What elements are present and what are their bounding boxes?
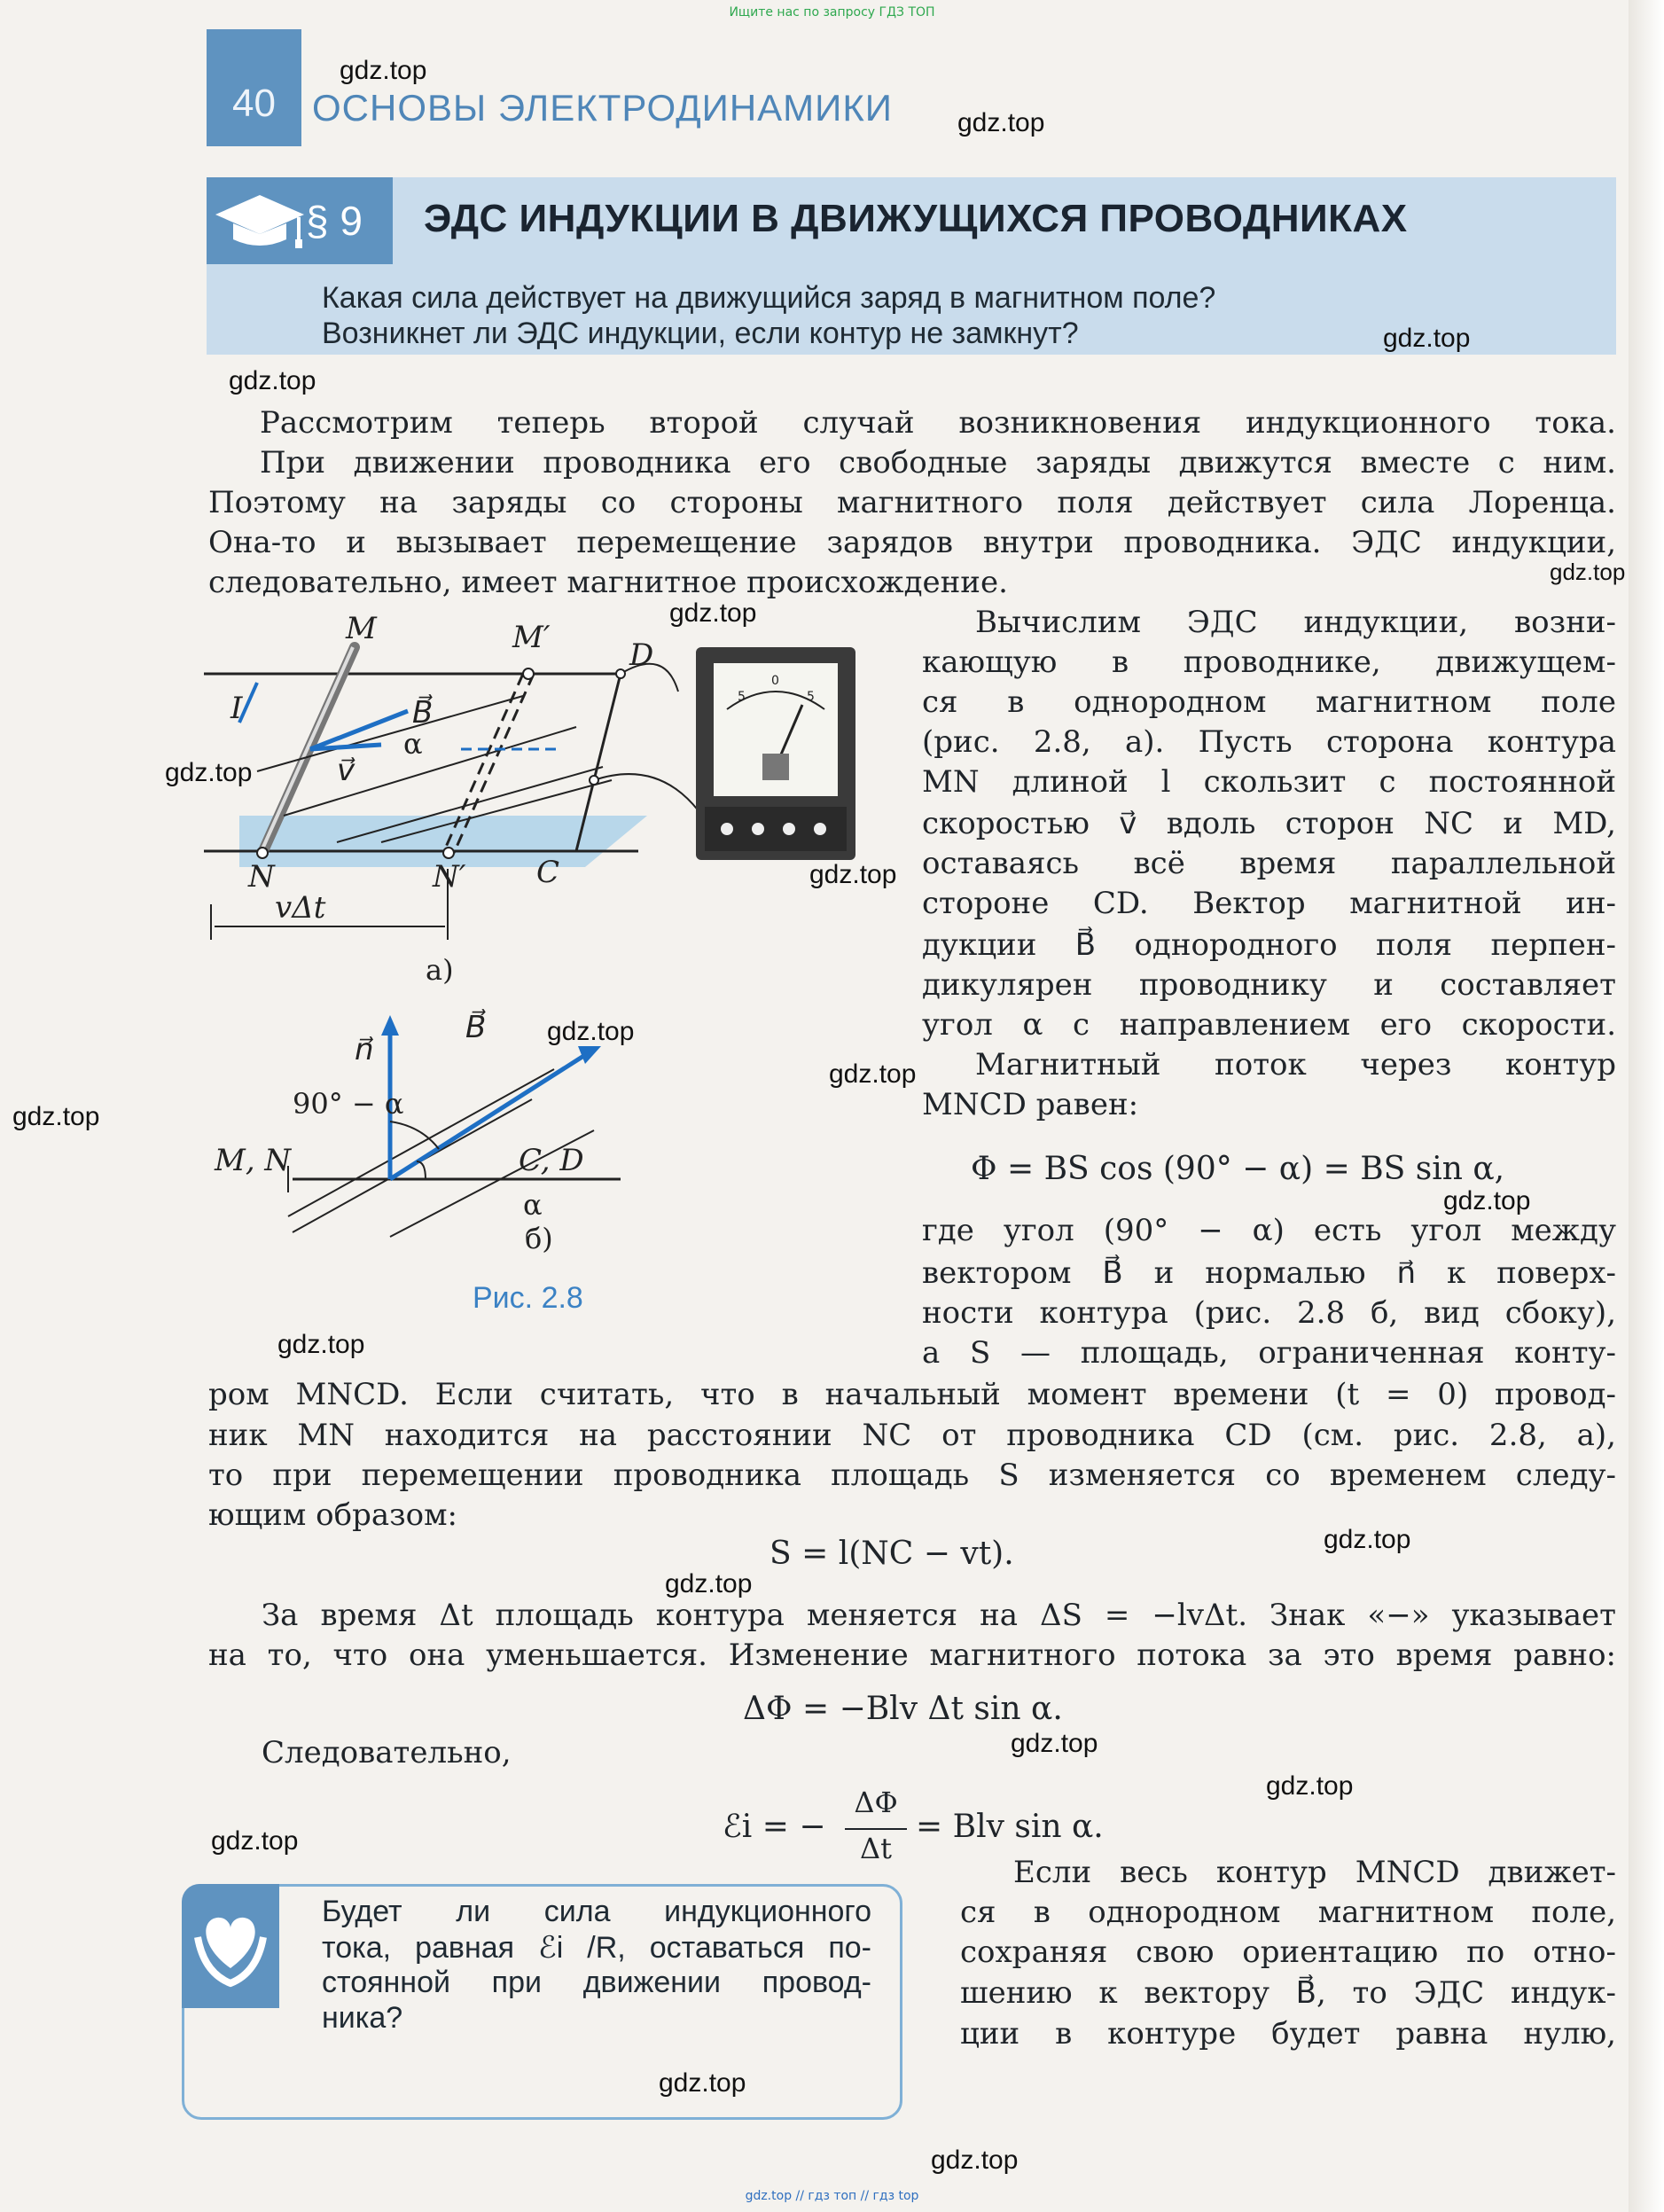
- section-title: ЭДС ИНДУКЦИИ В ДВИЖУЩИХСЯ ПРОВОДНИКАХ: [424, 197, 1408, 240]
- watermark: gdz.top: [277, 1330, 365, 1359]
- text-line: ющим образом:: [208, 1497, 458, 1533]
- question-line: ника?: [322, 2001, 403, 2035]
- emf-denominator: Δt: [860, 1832, 892, 1865]
- label-alpha: α: [403, 727, 423, 761]
- watermark: gdz.top: [340, 56, 427, 85]
- text-line: При движении проводника его свободные заряды движутся вместе с ним.: [260, 445, 1616, 481]
- watermark: gdz.top: [669, 598, 757, 628]
- text-line: ся в однородном магнитном поле,: [960, 1895, 1616, 1930]
- question-line: Будет ли сила индукционного: [322, 1895, 871, 1928]
- graduation-cap-icon: [207, 177, 313, 264]
- watermark: gdz.top: [1550, 559, 1626, 585]
- text-line: следовательно, имеет магнитное происхождение.: [208, 565, 1008, 600]
- label-c-d: C, D: [519, 1143, 584, 1178]
- watermark: gdz.top: [229, 366, 316, 395]
- label-v-delta-t: vΔt: [275, 890, 326, 926]
- text-line: шению к вектору B⃗, то ЭДС индук-: [960, 1975, 1616, 2011]
- terminal-d: [616, 669, 625, 678]
- section-number: § 9: [306, 198, 363, 244]
- fraction-bar: [845, 1828, 907, 1830]
- formula-area: S = l(NC − vt).: [770, 1536, 1014, 1572]
- figure-2-8: [204, 612, 913, 1321]
- label-m-n: M, N: [215, 1143, 292, 1178]
- watermark: gdz.top: [1011, 1729, 1098, 1758]
- label-d: D: [629, 637, 654, 673]
- running-head: ОСНОВЫ ЭЛЕКТРОДИНАМИКИ: [312, 87, 893, 129]
- text-line: дукции B⃗ однородного поля перпен-: [922, 927, 1616, 963]
- label-i: I: [230, 691, 243, 726]
- text-line: ся в однородном магнитном поле: [922, 684, 1616, 720]
- text-line: Следовательно,: [262, 1735, 512, 1770]
- label-m: M: [346, 612, 377, 646]
- watermark: gdz.top: [547, 1017, 635, 1046]
- text-line: дикулярен проводнику и составляет: [922, 967, 1616, 1003]
- question-box-tab: [182, 1884, 279, 2008]
- text-line: MN длиной l скользит с постоянной: [922, 764, 1616, 800]
- contact-n-prime: [443, 848, 454, 858]
- watermark: gdz.top: [665, 1569, 753, 1598]
- formula-flux-change: ΔΦ = −Blv Δt sin α.: [743, 1691, 1063, 1727]
- gauge-label-right: 5: [807, 690, 815, 704]
- text-line: то при перемещении проводника площадь S изменяется со временем следу-: [208, 1458, 1616, 1493]
- text-line: вектором B⃗ и нормалью n⃗ к поверх-: [922, 1255, 1616, 1291]
- gauge-label-left: 5: [738, 690, 746, 704]
- text-line: ции в контуре будет равна нулю,: [960, 2016, 1616, 2052]
- emf-rhs: = Blv sin α.: [916, 1809, 1104, 1845]
- text-line: где угол (90° − α) есть угол между: [922, 1213, 1616, 1248]
- page-number: 40: [232, 82, 276, 125]
- label-b: B⃗: [412, 695, 434, 731]
- section-question-1: Какая сила действует на движущийся заряд в магнитном поле?: [322, 281, 1216, 315]
- watermark: gdz.top: [829, 1059, 917, 1089]
- text-line: ром MNCD. Если считать, что в начальный момент времени (t = 0) провод-: [208, 1377, 1616, 1412]
- angle-arc-alpha: [417, 1161, 426, 1179]
- watermark: gdz.top: [1383, 324, 1471, 353]
- formula-flux-definition: Φ = BS cos (90° − α) = BS sin α,: [971, 1151, 1505, 1187]
- watermark: gdz.top: [1266, 1771, 1354, 1801]
- angle-arc-90: [390, 1122, 439, 1149]
- heart-hands-icon: [182, 1884, 279, 2008]
- label-alpha-side: α: [523, 1188, 543, 1222]
- text-line: Она-то и вызывает перемещение зарядов внутри проводника. ЭДС индукции,: [208, 525, 1616, 560]
- text-line: Поэтому на заряды со стороны магнитного поля действует сила Лоренца.: [208, 485, 1616, 520]
- emf-numerator: ΔΦ: [854, 1786, 898, 1819]
- contact-m-prime: [523, 668, 534, 679]
- text-line: стороне CD. Вектор магнитной ин-: [922, 886, 1616, 921]
- page-edge: [1629, 0, 1664, 2212]
- question-line: тока, равная ℰi /R, оставаться по-: [322, 1931, 871, 1965]
- label-m-prime: M′: [512, 620, 551, 655]
- watermark: gdz.top: [931, 2146, 1019, 2175]
- text-line: ности контура (рис. 2.8 б, вид сбоку),: [922, 1295, 1616, 1331]
- bottom-note: gdz.top // гдз топ // гдз top: [745, 2189, 919, 2203]
- figure-label-b: б): [525, 1222, 553, 1255]
- text-line: Вычислим ЭДС индукции, возни-: [975, 605, 1616, 640]
- text-line: Магнитный поток через контур: [975, 1047, 1616, 1083]
- watermark: gdz.top: [957, 108, 1045, 137]
- label-b-side: B⃗: [465, 1010, 487, 1045]
- gauge-label-zero: 0: [771, 674, 779, 688]
- watermark: gdz.top: [211, 1826, 299, 1856]
- terminal-c: [590, 776, 598, 785]
- normal-arrowhead: [381, 1015, 399, 1036]
- text-line: (рис. 2.8, а). Пусть сторона контура: [922, 724, 1616, 760]
- figure-caption: Рис. 2.8: [473, 1281, 583, 1315]
- text-line: оставаясь всё время параллельной: [922, 846, 1616, 881]
- label-angle: 90° − α: [293, 1087, 404, 1121]
- text-line: Рассмотрим теперь второй случай возникновения индукционного тока.: [260, 405, 1616, 441]
- emf-lhs: ℰi = −: [723, 1809, 826, 1845]
- label-normal: n⃗: [355, 1032, 374, 1067]
- text-line: а S — площадь, ограниченная конту-: [922, 1335, 1616, 1371]
- figure-label-a: а): [426, 953, 454, 987]
- watermark: gdz.top: [1324, 1525, 1411, 1554]
- text-line: MNCD равен:: [922, 1087, 1139, 1122]
- text-line: скоростью v⃗ вдоль сторон NC и MD,: [922, 806, 1616, 841]
- section-question-2: Возникнет ли ЭДС индукции, если контур не замкнут?: [322, 317, 1079, 350]
- watermark: gdz.top: [12, 1102, 100, 1131]
- top-note: Ищите нас по запросу ГДЗ ТОП: [729, 5, 935, 20]
- label-n: N: [248, 859, 275, 895]
- watermark: gdz.top: [809, 860, 897, 889]
- question-line: стоянной при движении провод-: [322, 1966, 871, 1999]
- watermark: gdz.top: [659, 2068, 746, 2098]
- text-line: на то, что она уменьшается. Изменение магнитного потока за это время равно:: [208, 1638, 1616, 1673]
- section-icon-box: [207, 177, 393, 264]
- contact-n: [257, 848, 268, 858]
- label-c: C: [536, 855, 560, 890]
- watermark: gdz.top: [1443, 1186, 1531, 1215]
- label-v: v⃗: [337, 753, 355, 788]
- text-line: За время Δt площадь контура меняется на ΔS = −lvΔt. Знак «−» указывает: [262, 1598, 1616, 1633]
- text-line: Если весь контур MNCD движет-: [1013, 1855, 1616, 1890]
- label-n-prime: N′: [433, 859, 466, 895]
- watermark: gdz.top: [165, 758, 253, 787]
- text-line: ник MN находится на расстоянии NC от проводника CD (см. рис. 2.8, а),: [208, 1418, 1616, 1453]
- text-line: угол α с направлением его скорости.: [922, 1007, 1616, 1043]
- text-line: кающую в проводнике, движущем-: [922, 645, 1616, 680]
- text-line: сохраняя свою ориентацию по отно-: [960, 1935, 1616, 1970]
